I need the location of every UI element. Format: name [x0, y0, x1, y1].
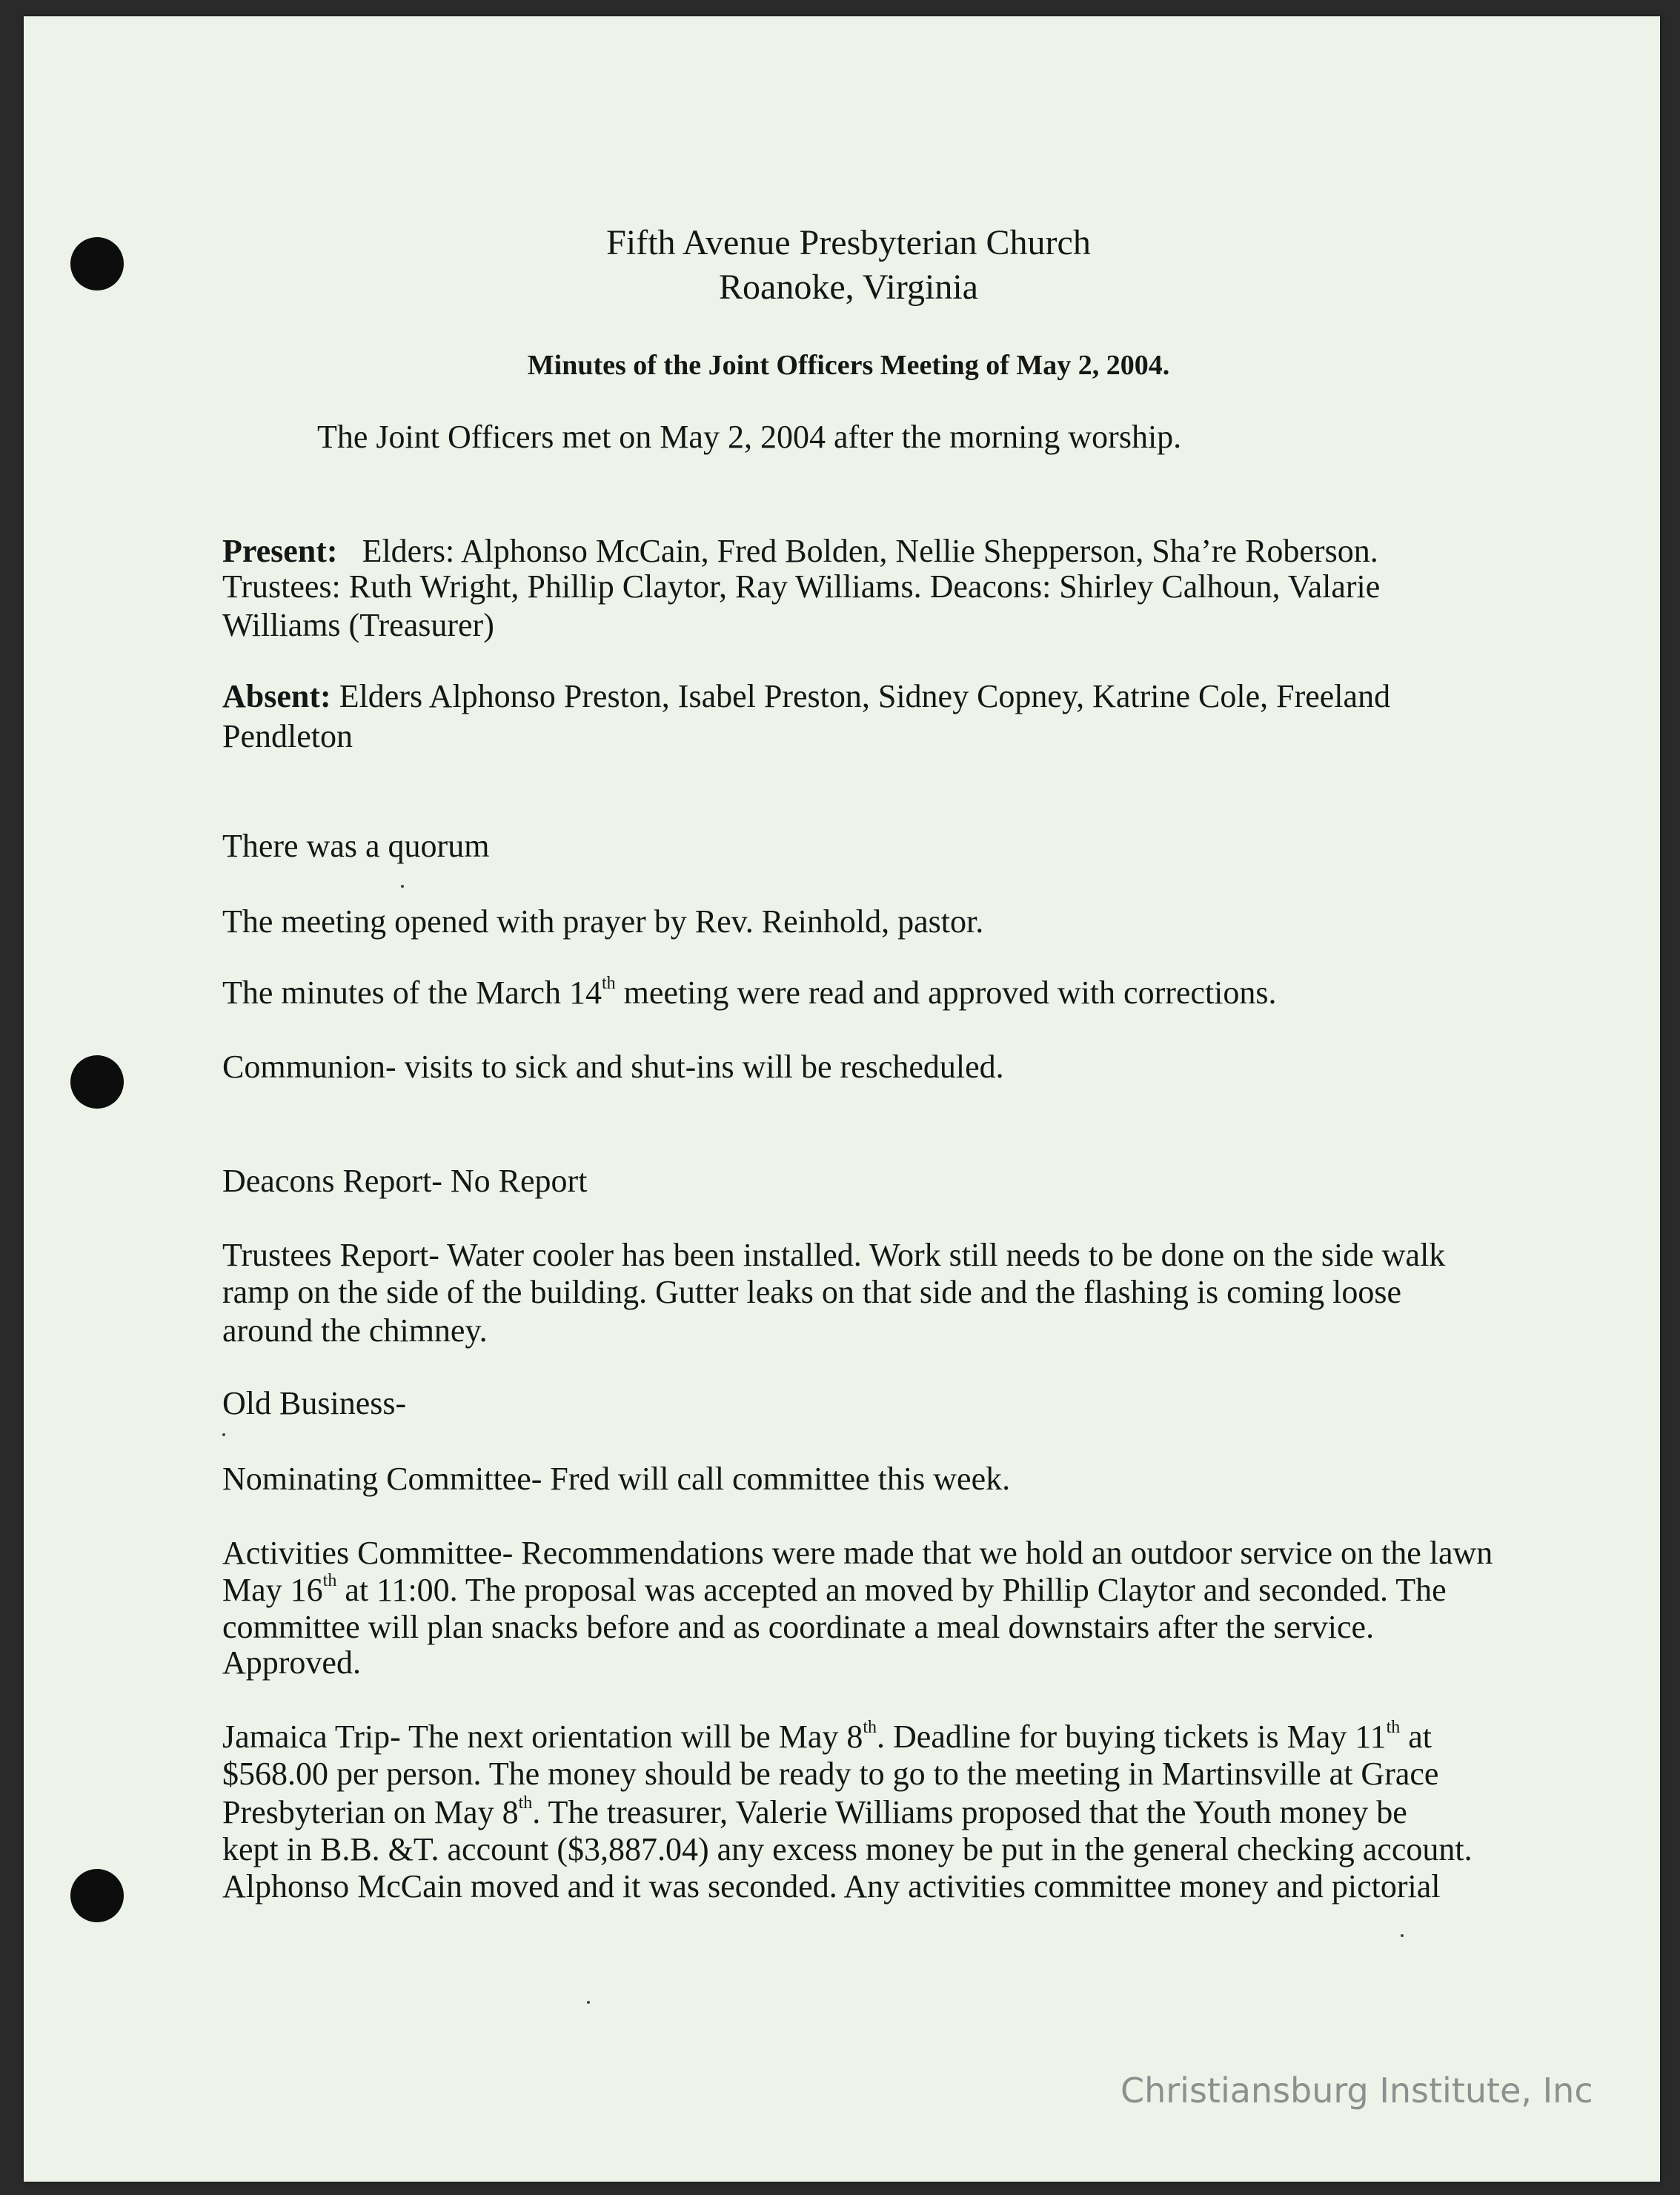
- minutes-text-a: The minutes of the March 14: [222, 974, 602, 1011]
- jamaica-sup-3: th: [518, 1793, 533, 1813]
- present-line-3: Williams (Treasurer): [222, 607, 494, 643]
- watermark: Christiansburg Institute, Inc: [1120, 2071, 1593, 2111]
- activities-line-1: Activities Committee- Recommendations were made that we hold an outdoor service on the lawn: [222, 1535, 1493, 1571]
- trustees-line-3: around the chimney.: [222, 1312, 488, 1349]
- jamaica-line-3: [222, 1793, 1407, 1830]
- absent-line-2: Pendleton: [222, 718, 353, 754]
- quorum-line: There was a quorum: [222, 828, 490, 864]
- present-line-1: [222, 535, 1378, 568]
- jamaica-text-c: at: [1400, 1719, 1432, 1755]
- jamaica-text-b: . Deadline for buying tickets is May 11: [877, 1719, 1387, 1755]
- church-location: Roanoke, Virginia: [719, 268, 978, 307]
- speck: [401, 885, 404, 888]
- nominating-line: Nominating Committee- Fred will call committee this week.: [222, 1461, 1011, 1497]
- speck: [587, 2001, 590, 2004]
- punch-hole-bottom: [70, 1869, 124, 1922]
- activities-text-a: May 16: [222, 1572, 323, 1608]
- jamaica-line-2: $568.00 per person. The money should be ready to go to the meeting in Martinsville at Grace: [222, 1756, 1439, 1792]
- jamaica-sup-2: th: [1386, 1718, 1401, 1738]
- minutes-text-b: meeting were read and approved with corrections.: [615, 974, 1277, 1011]
- jamaica-line-1: [222, 1718, 1432, 1755]
- absent-label: Absent:: [222, 678, 331, 714]
- jamaica-text-e: . The treasurer, Valerie Williams proposed that the Youth money be: [532, 1794, 1407, 1830]
- activities-line-3: committee will plan snacks before and as coordinate a meal downstairs after the service.: [222, 1609, 1375, 1645]
- trustees-line-2: ramp on the side of the building. Gutter leaks on that side and the flashing is coming loose: [222, 1274, 1402, 1310]
- present-text: Elders: Alphonso McCain, Fred Bolden, Nellie Shepperson, Sha’re Roberson.: [362, 533, 1378, 569]
- document-title: Minutes of the Joint Officers Meeting of May 2, 2004.: [527, 350, 1170, 381]
- speck: [222, 1433, 225, 1436]
- speck: [1401, 1934, 1404, 1937]
- punch-hole-middle: [70, 1055, 124, 1109]
- jamaica-text-d: Presbyterian on May 8: [222, 1794, 519, 1830]
- jamaica-sup-1: th: [863, 1718, 877, 1738]
- old-business-line: Old Business-: [222, 1385, 407, 1421]
- jamaica-line-4: kept in B.B. &T. account ($3,887.04) any excess money be put in the general checking account.: [222, 1831, 1473, 1867]
- intro-line: The Joint Officers met on May 2, 2004 after the morning worship.: [317, 419, 1182, 455]
- communion-line: Communion- visits to sick and shut-ins will be rescheduled.: [222, 1049, 1004, 1085]
- activities-line-4: Approved.: [222, 1644, 361, 1681]
- prayer-line: The meeting opened with prayer by Rev. Reinhold, pastor.: [222, 903, 984, 940]
- deacons-report-line: Deacons Report- No Report: [222, 1163, 588, 1199]
- minutes-line: [222, 974, 1277, 1011]
- activities-text-b: at 11:00. The proposal was accepted an moved by Phillip Claytor and seconded. The: [336, 1572, 1447, 1608]
- jamaica-line-5: Alphonso McCain moved and it was seconded. Any activities committee money and pictorial: [222, 1868, 1441, 1905]
- trustees-line-1: Trustees Report- Water cooler has been installed. Work still needs to be done on the side walk: [222, 1237, 1446, 1273]
- present-line-2: Trustees: Ruth Wright, Phillip Claytor, Ray Williams. Deacons: Shirley Calhoun, Valarie: [222, 568, 1381, 605]
- minutes-sup: th: [601, 974, 616, 994]
- absent-line-1: [222, 680, 1390, 713]
- jamaica-text-a: Jamaica Trip- The next orientation will be May 8: [222, 1719, 863, 1755]
- activities-line-2: [222, 1571, 1447, 1608]
- present-label: Present:: [222, 533, 338, 569]
- absent-text: Elders Alphonso Preston, Isabel Preston, Sidney Copney, Katrine Cole, Freeland: [339, 678, 1391, 714]
- church-name: Fifth Avenue Presbyterian Church: [606, 223, 1091, 262]
- activities-sup: th: [322, 1571, 337, 1591]
